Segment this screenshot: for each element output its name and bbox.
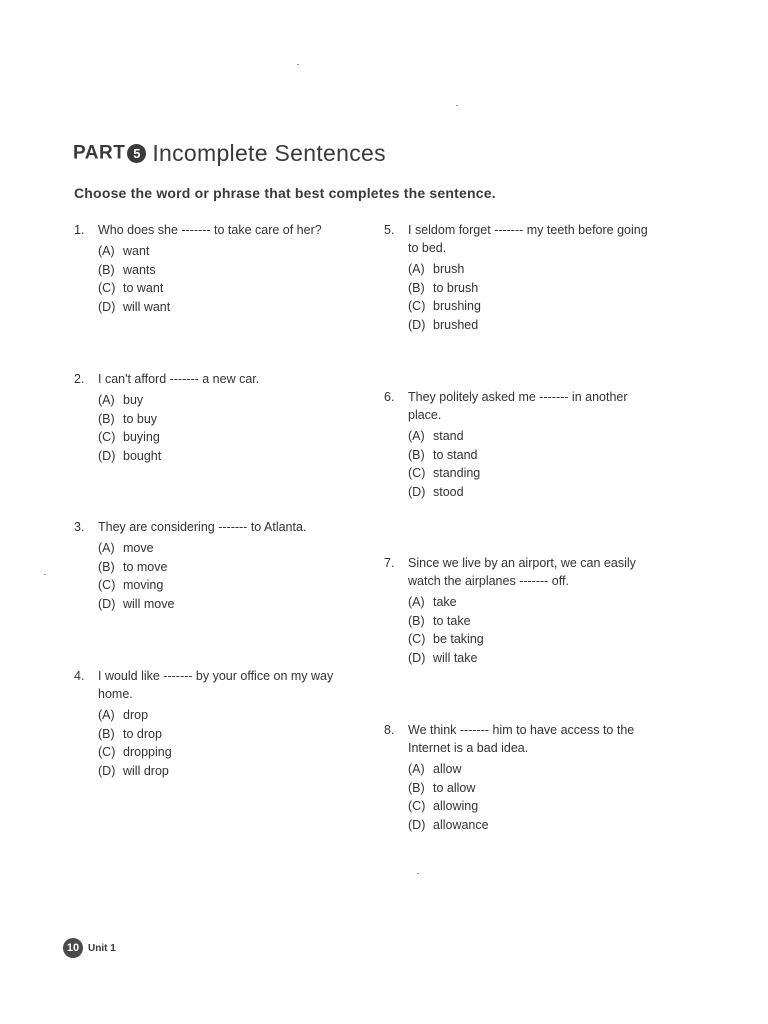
option-c: (C) be taking — [408, 632, 484, 646]
option-a: (A) stand — [408, 429, 464, 443]
option-b: (B) to move — [98, 559, 168, 574]
option-d: (D) stood — [408, 484, 464, 499]
question-number: 1. — [74, 223, 85, 237]
question-number: 6. — [384, 390, 395, 404]
answer-options — [98, 706, 342, 780]
question-4 — [74, 667, 342, 780]
question-3 — [74, 518, 354, 613]
option-b: (B) to take — [408, 613, 471, 628]
option-b: (B) to drop — [98, 726, 162, 741]
question-5 — [384, 221, 659, 334]
question-text: They politely asked me ------- in another place. — [408, 390, 628, 422]
option-b: (B) to stand — [408, 447, 478, 462]
question-6 — [384, 388, 659, 501]
question-text: Who does she ------- to take care of her? — [98, 223, 322, 237]
option-a: (A) move — [98, 541, 154, 555]
question-text: Since we live by an airport, we can easily watch the airplanes ------- off. — [408, 556, 636, 588]
answer-options — [98, 391, 354, 465]
scan-speck — [297, 64, 299, 65]
question-text: I can't afford ------- a new car. — [98, 372, 260, 386]
question-number: 8. — [384, 723, 395, 737]
question-number: 2. — [74, 372, 85, 386]
question-2 — [74, 370, 354, 465]
option-d: (D) bought — [98, 448, 162, 463]
page-number-badge: 10 — [63, 938, 83, 958]
option-c: (C) allowing — [408, 799, 479, 813]
instructions: Choose the word or phrase that best completes the sentence. — [74, 185, 496, 201]
option-c: (C) dropping — [98, 745, 172, 759]
option-a: (A) brush — [408, 262, 465, 276]
option-d: (D) will move — [98, 596, 175, 611]
option-d: (D) will take — [408, 650, 478, 665]
option-a: (A) drop — [98, 708, 149, 722]
option-d: (D) will drop — [98, 763, 169, 778]
question-number: 4. — [74, 669, 85, 683]
part-label: PART — [73, 142, 126, 164]
scan-speck — [417, 873, 419, 874]
option-c: (C) moving — [98, 578, 164, 592]
part-heading — [73, 140, 386, 172]
scan-speck — [44, 574, 46, 575]
answer-options — [408, 427, 659, 501]
answer-options — [408, 760, 669, 834]
option-d: (D) allowance — [408, 817, 489, 832]
part-title: Incomplete Sentences — [152, 140, 386, 166]
page-footer — [63, 938, 116, 958]
option-a: (A) buy — [98, 393, 144, 407]
option-c: (C) buying — [98, 430, 160, 444]
option-b: (B) to allow — [408, 780, 476, 795]
option-d: (D) brushed — [408, 317, 479, 332]
scan-speck — [456, 105, 458, 106]
option-c: (C) to want — [98, 281, 164, 295]
question-text: We think ------- him to have access to the Internet is a bad idea. — [408, 723, 635, 755]
option-a: (A) want — [98, 244, 150, 258]
answer-options — [408, 260, 659, 334]
option-b: (B) to brush — [408, 280, 479, 295]
question-number: 5. — [384, 223, 395, 237]
option-a: (A) take — [408, 595, 457, 609]
answer-options — [408, 593, 669, 667]
question-text: I would like ------- by your office on my way home. — [98, 669, 334, 701]
part-number-badge: 5 — [127, 144, 146, 163]
option-c: (C) standing — [408, 466, 481, 480]
question-8 — [384, 721, 669, 834]
question-text: They are considering ------- to Atlanta. — [98, 520, 307, 534]
option-a: (A) allow — [408, 762, 462, 776]
answer-options — [98, 539, 354, 613]
answer-options — [98, 242, 354, 316]
option-b: (B) wants — [98, 262, 156, 277]
question-number: 3. — [74, 520, 85, 534]
question-text: I seldom forget ------- my teeth before going to bed. — [408, 223, 648, 255]
question-1 — [74, 221, 354, 316]
option-c: (C) brushing — [408, 299, 481, 313]
option-d: (D) will want — [98, 299, 171, 314]
question-number: 7. — [384, 556, 395, 570]
option-b: (B) to buy — [98, 411, 158, 426]
unit-label: Unit 1 — [88, 942, 116, 954]
question-7 — [384, 554, 669, 667]
